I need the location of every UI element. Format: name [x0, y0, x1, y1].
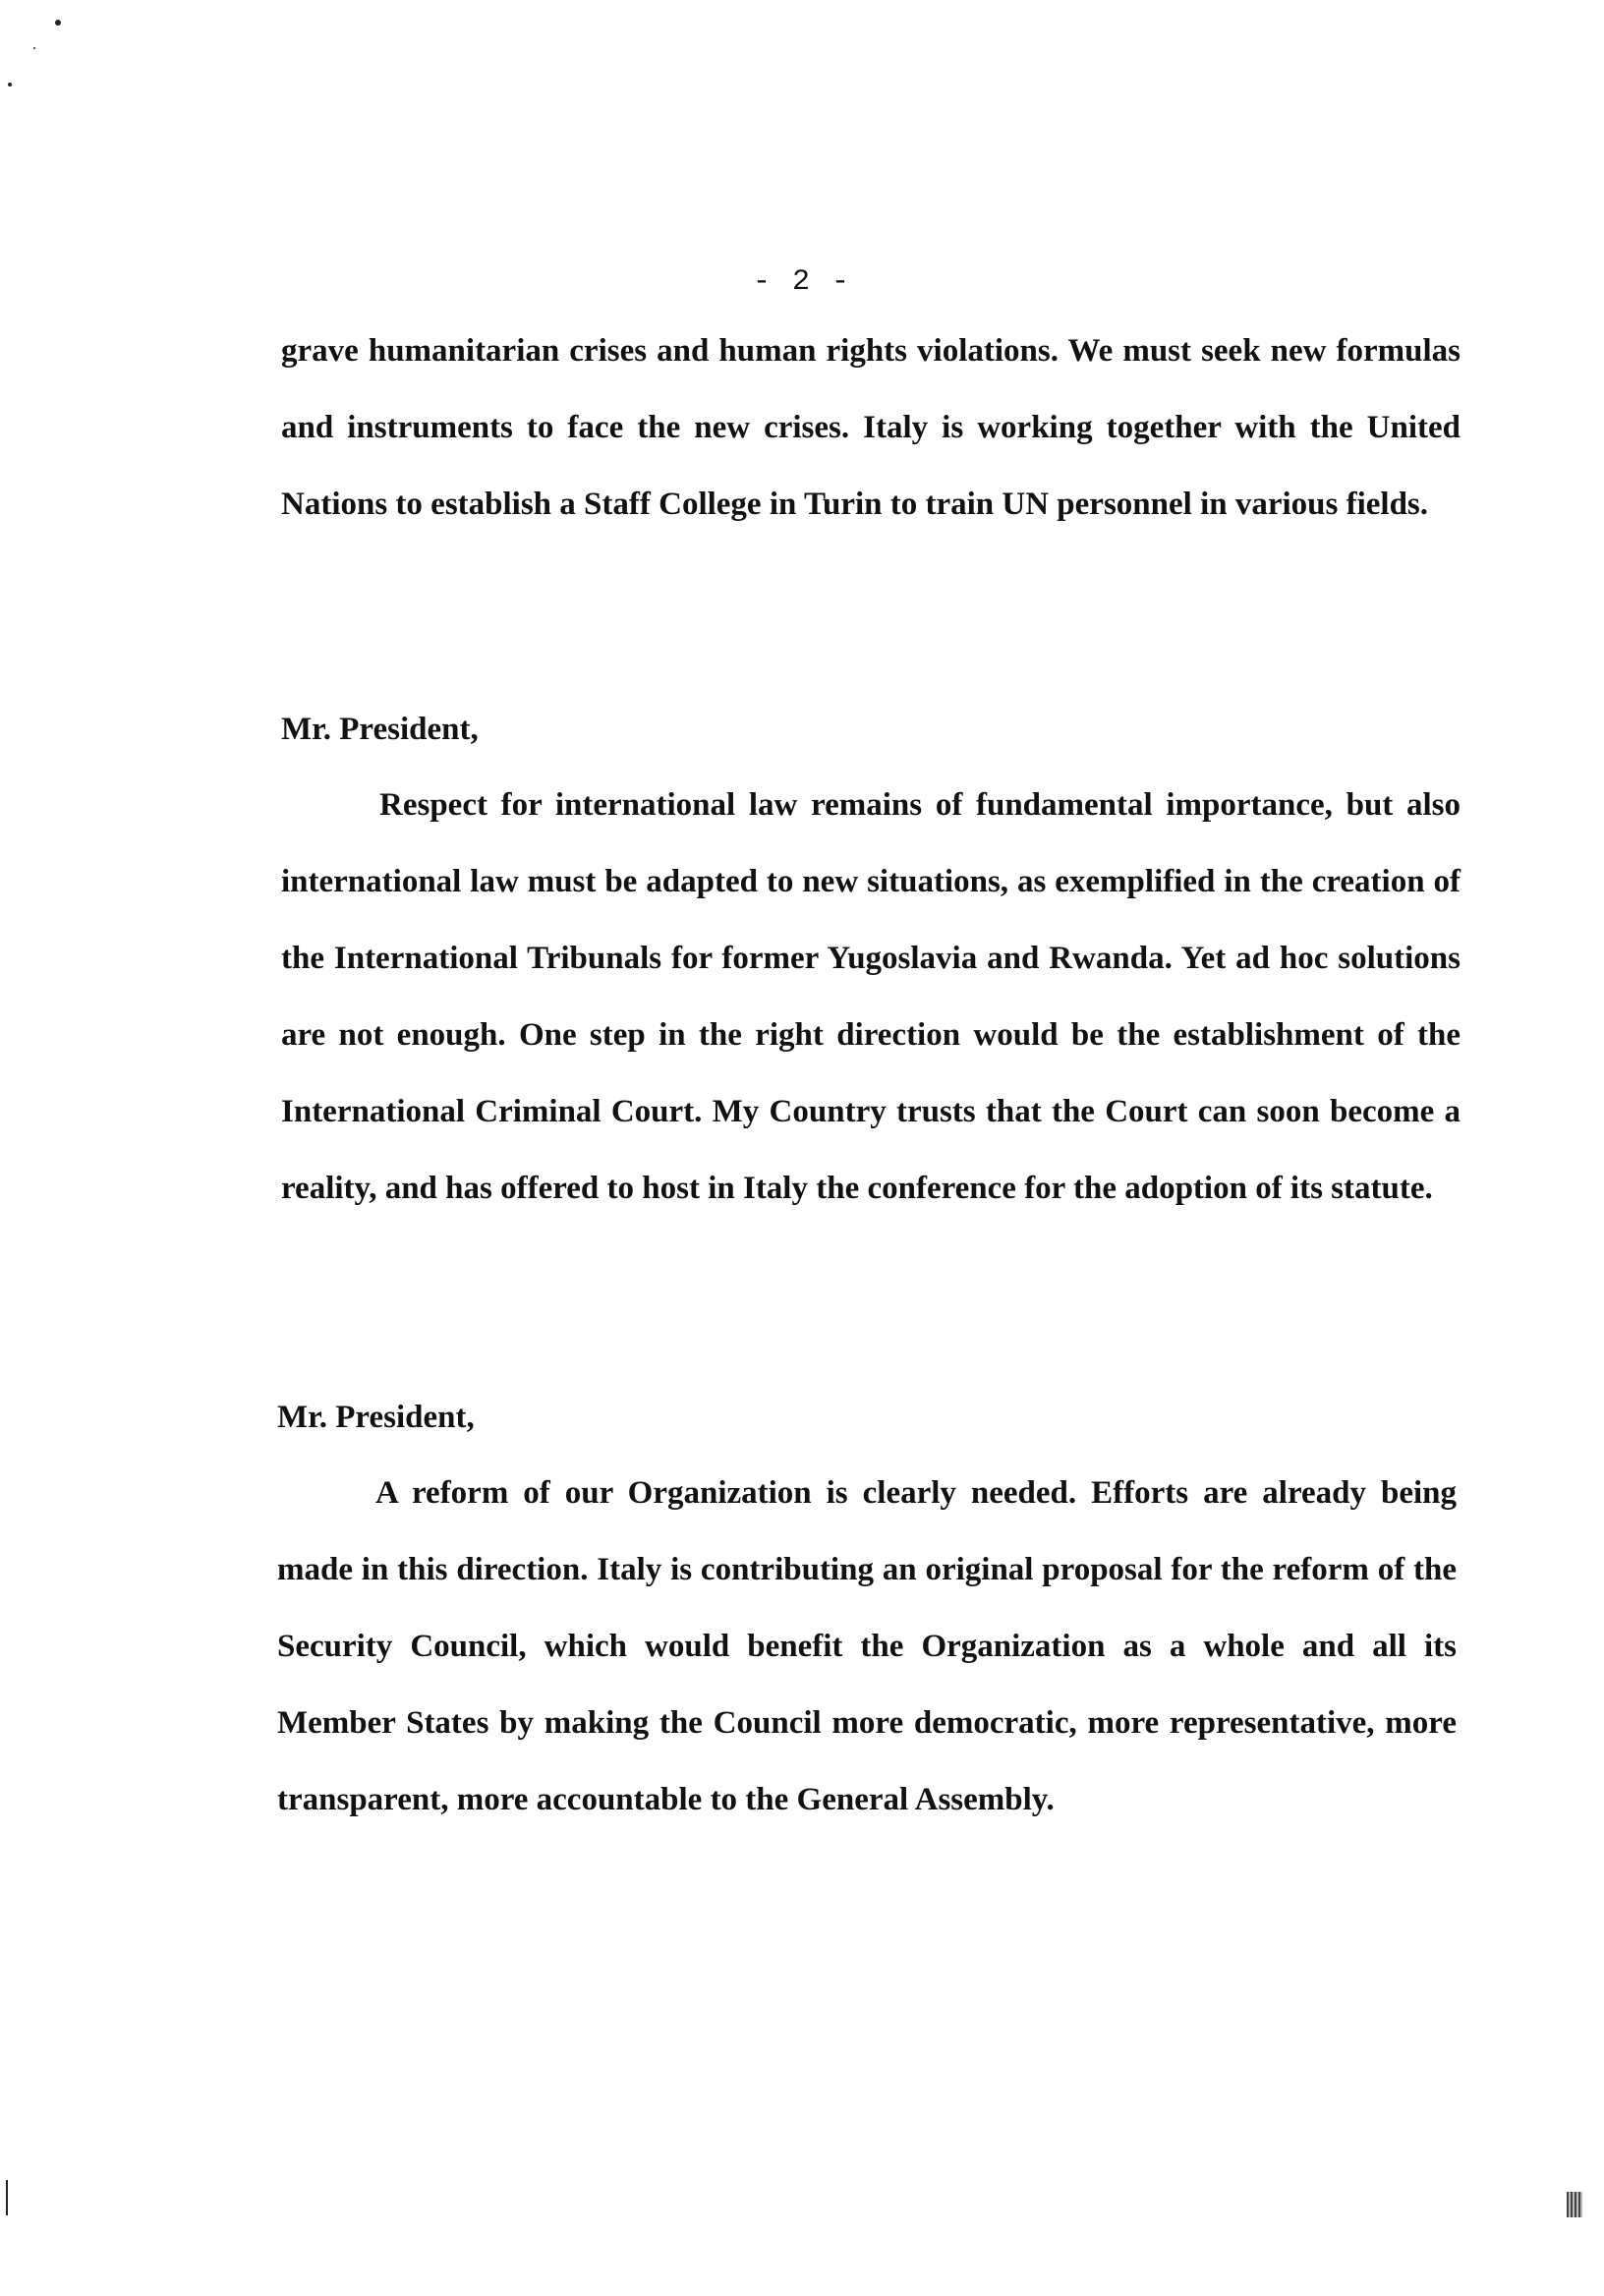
scan-speck — [8, 83, 12, 86]
scan-speck — [33, 47, 35, 49]
scan-speck — [55, 20, 61, 26]
paragraph-international-law: Respect for international law remains of fundamental importance, but also international law must be adapted to new situations, as exemplified in the creation of the International Tribunals for former Yugoslavia and Rwanda. Yet ad hoc solutions are not enough. One step in the right direction would be the establishment of the International Criminal Court. My Country trusts that the Court can soon become a reality, and has offered to host in Italy the conference for the adoption of its statute. — [281, 787, 1461, 1206]
paragraph-humanitarian-crises: grave humanitarian crises and human rights violations. We must seek new formulas and instruments to face the new crises. Italy is working together with the United Nations to establish a Staff College in Turin to train UN personnel in various fields. — [281, 333, 1461, 522]
paragraph-organization-reform: A reform of our Organization is clearly needed. Efforts are already being made in this direction. Italy is contributing an original proposal for the reform of the Security Council, which would benefit the Organization as a whole and all its Member States by making the Council more democratic, more representative, more transparent, more accountable to the General Assembly. — [277, 1475, 1457, 1817]
page-number: - 2 - — [752, 265, 851, 299]
scan-artifact — [1567, 2192, 1582, 2217]
salutation: Mr. President, — [277, 1400, 475, 1435]
scan-edge-mark — [6, 2180, 8, 2215]
salutation: Mr. President, — [281, 712, 479, 747]
